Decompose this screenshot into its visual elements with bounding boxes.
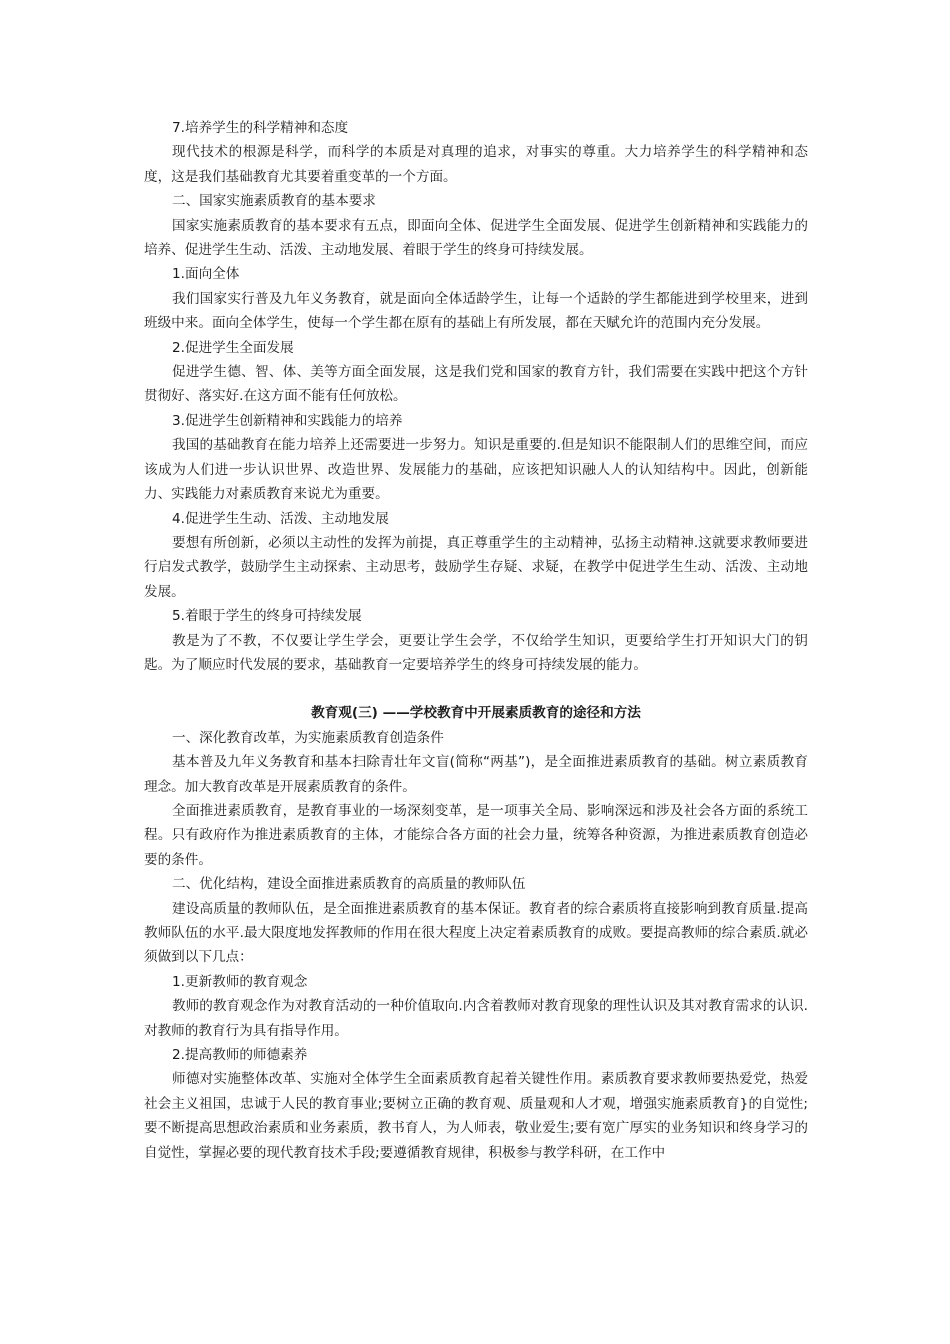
section-title: 教育观(三) ——学校教育中开展素质教育的途径和方法 <box>311 705 641 722</box>
paragraph: 我国的基础教育在能力培养上还需要进一步努力。知识是重要的.但是知识不能限制人们的思维空间，而应该成为人们进一步认识世界、改造世界、发展能力的基础，应该把知识融人人的认知结构中。因此，创新能力、实践能力对素质教育来说尤为重要。 <box>144 437 808 503</box>
heading-deepen-reform: 一、深化教育改革，为实施素质教育创造条件 <box>172 729 444 746</box>
paragraph: 教是为了不教，不仅要让学生学会，更要让学生会学，不仅给学生知识，更要给学生打开知识大门的钥匙。为了顺应时代发展的要求，基础教育一定要培养学生的终身可持续发展的能力。 <box>144 632 808 673</box>
subheading-3: 3.促进学生创新精神和实践能力的培养 <box>172 412 403 429</box>
paragraph: 要想有所创新，必须以主动性的发挥为前提，真正尊重学生的主动精神，弘扬主动精神.这就要求教师要进行启发式教学，鼓励学生主动探索、主动思考，鼓励学生存疑、求疑，在教学中促进学生生动、活泼、主动地发展。 <box>144 534 808 600</box>
paragraph: 建设高质量的教师队伍，是全面推进素质教育的基本保证。教育者的综合素质将直接影响到教育质量.提高教师队伍的水平.最大限度地发挥教师的作用在很大程度上决定着素质教育的成败。要提高教师的综合素质.就必须做到以下几点： <box>144 900 808 966</box>
document-body <box>144 116 808 1165</box>
paragraph: 基本普及九年义务教育和基本扫除青壮年文盲(简称“两基”)，是全面推进素质教育的基础。树立素质教育理念。加大教育改革是开展素质教育的条件。 <box>144 754 808 795</box>
subheading-update-concept: 1.更新教师的教育观念 <box>172 973 308 990</box>
paragraph: 国家实施素质教育的基本要求有五点，即面向全体、促进学生全面发展、促进学生创新精神和实践能力的培养、促进学生生动、活泼、主动地发展、着眼于学生的终身可持续发展。 <box>144 217 808 259</box>
subheading-7: 7.培养学生的科学精神和态度 <box>172 120 349 136</box>
subheading-2: 2.促进学生全面发展 <box>172 339 294 356</box>
paragraph: 全面推进素质教育，是教育事业的一场深刻变革，是一项事关全局、影响深远和涉及社会各方面的系统工程。只有政府作为推进素质教育的主体，才能综合各方面的社会力量，统筹各种资源，为推进素质教育创造必要的条件。 <box>144 802 808 868</box>
paragraph: 师德对实施整体改革、实施对全体学生全面素质教育起着关键性作用。素质教育要求教师要热爱党，热爱社会主义祖国，忠诚于人民的教育事业;要树立正确的教育观、质量观和人才观，增强实施素质教育}的自觉性;要不断提高思想政治素质和业务素质，教书育人，为人师表，敬业爱生;要有宽广厚实的业务知识和终身学习的自觉性，掌握必要的现代教育技术手段;要遵循教育规律，积极参与教学科研，在工作中 <box>144 1071 808 1161</box>
paragraph: 现代技术的根源是科学，而科学的本质是对真理的追求，对事实的尊重。大力培养学生的科学精神和态度，这是我们基础教育尤其要着重变革的一个方面。 <box>144 144 808 185</box>
subheading-4: 4.促进学生生动、活泼、主动地发展 <box>172 510 389 527</box>
subheading-1: 1.面向全体 <box>172 266 240 283</box>
paragraph: 促进学生德、智、体、美等方面全面发展，这是我们党和国家的教育方针，我们需要在实践中把这个方针贯彻好、落实好.在这方面不能有任何放松。 <box>144 364 808 405</box>
paragraph: 教师的教育观念作为对教育活动的一种价值取向.内含着教师对教育现象的理性认识及其对教育需求的认识.对教师的教育行为具有指导作用。 <box>144 998 808 1039</box>
heading-basic-requirements: 二、国家实施素质教育的基本要求 <box>172 193 376 210</box>
paragraph: 我们国家实行普及九年义务教育，就是面向全体适龄学生，让每一个适龄的学生都能进到学校里来，进到班级中来。面向全体学生，使每一个学生都在原有的基础上有所发展，都在天赋允许的范围内充分发展。 <box>144 290 808 332</box>
subheading-ethics: 2.提高教师的师德素养 <box>172 1047 308 1064</box>
subheading-5: 5.着眼于学生的终身可持续发展 <box>172 608 362 625</box>
heading-teacher-team: 二、优化结构，建设全面推进素质教育的高质量的教师队伍 <box>172 876 526 893</box>
